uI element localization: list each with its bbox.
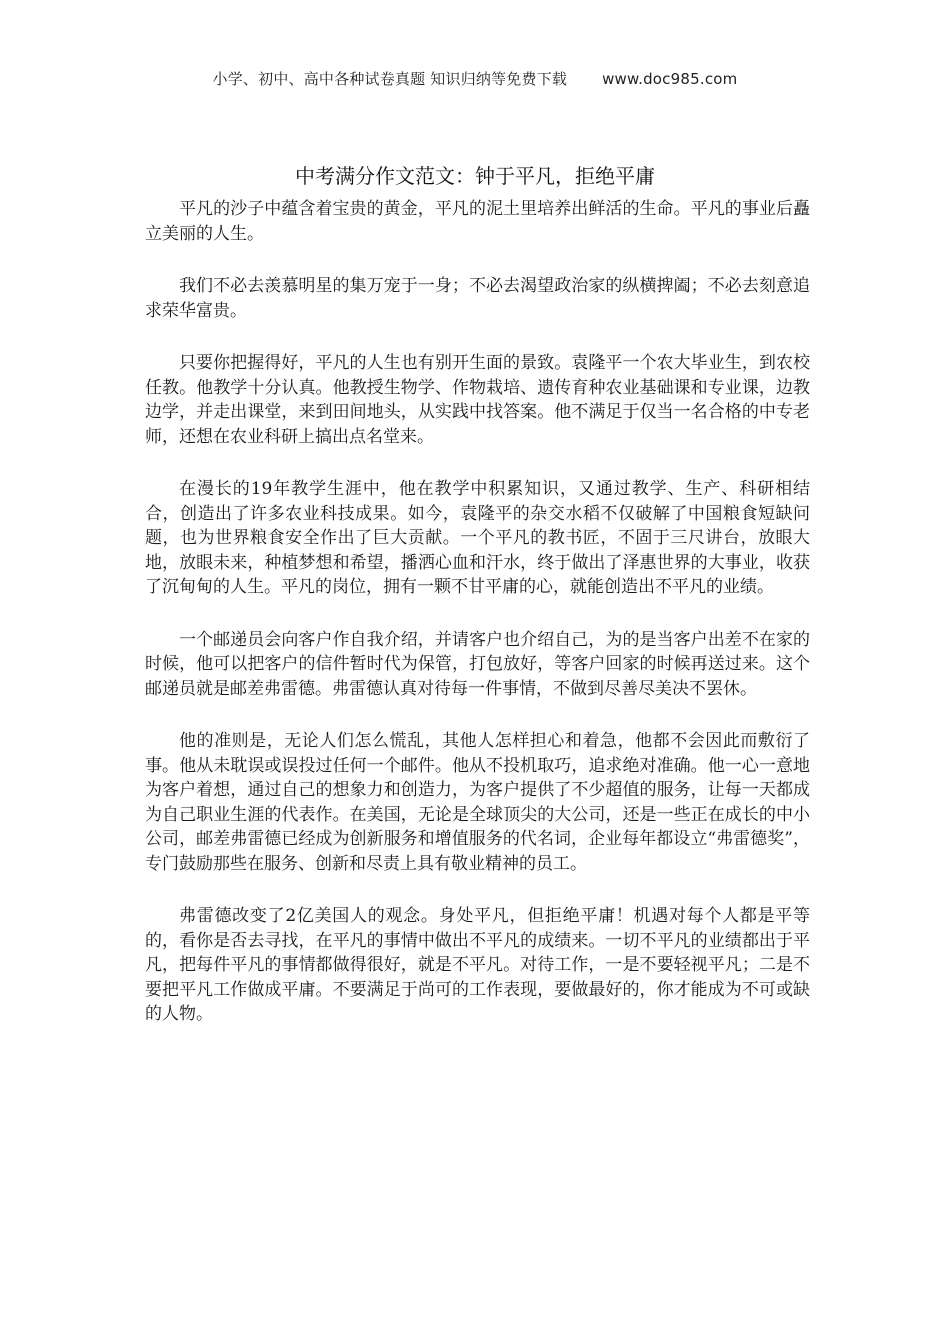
header-site-link[interactable]: www.doc985.com <box>602 70 738 88</box>
paragraph-2: 我们不必去羡慕明星的集万宠于一身；不必去渴望政治家的纵横捭阖；不必去刻意追求荣华富贵。 <box>145 276 810 321</box>
paragraph-7: 弗雷德改变了2亿美国人的观念。身处平凡，但拒绝平庸！机遇对每个人都是平等的，看你是否去寻找，在平凡的事情中做出不平凡的成绩来。一切不平凡的业绩都出于平凡，把每件平凡的事情都做得很好，就是不平凡。对待工作，一是不要轻视平凡；二是不要把平凡工作做成平庸。不要满足于尚可的工作表现，要做最好的，你才能成为不可或缺的人物。 <box>145 906 810 1024</box>
page-header <box>0 68 950 89</box>
paragraph-5: 一个邮递员会向客户作自我介绍，并请客户也介绍自己，为的是当客户出差不在家的时候，他可以把客户的信件暂时代为保管，打包放好，等客户回家的时候再送过来。这个邮递员就是邮差弗雷德。弗雷德认真对待每一件事情，不做到尽善尽美决不罢休。 <box>145 629 810 699</box>
paragraph-6: 他的准则是，无论人们怎么慌乱，其他人怎样担心和着急，他都不会因此而敷衍了事。他从未耽误或误投过任何一个邮件。他从不投机取巧，追求绝对准确。他一心一意地为客户着想，通过自己的想象力和创造力，为客户提供了不少超值的服务，让每一天都成为自己职业生涯的代表作。在美国，无论是全球顶尖的大公司，还是一些正在成长的中小公司，邮差弗雷德已经成为创新服务和增值服务的代名词，企业每年都设立“弗雷德奖”，专门鼓励那些在服务、创新和尽责上具有敬业精神的员工。 <box>145 731 810 874</box>
article-title: 中考满分作文范文：钟于平凡，拒绝平庸 <box>295 164 655 188</box>
header-text: 小学、初中、高中各种试卷真题 知识归纳等免费下载 <box>212 70 568 88</box>
article-body <box>145 197 810 1055</box>
paragraph-1: 平凡的沙子中蕴含着宝贵的黄金，平凡的泥土里培养出鲜活的生命。平凡的事业后矗立美丽的人生。 <box>145 199 810 244</box>
paragraph-4: 在漫长的19年教学生涯中，他在教学中积累知识，又通过教学、生产、科研相结合，创造出了许多农业科技成果。如今，袁隆平的杂交水稻不仅破解了中国粮食短缺问题，也为世界粮食安全作出了巨大贡献。一个平凡的教书匠，不固于三尺讲台，放眼大地，放眼未来，种植梦想和希望，播洒心血和汗水，终于做出了泽惠世界的大事业，收获了沉甸甸的人生。平凡的岗位，拥有一颗不甘平庸的心，就能创造出不平凡的业绩。 <box>145 479 810 597</box>
paragraph-3: 只要你把握得好，平凡的人生也有别开生面的景致。袁隆平一个农大毕业生，到农校任教。他教学十分认真。他教授生物学、作物栽培、遗传育种农业基础课和专业课，边教边学，并走出课堂，来到田间地头，从实践中找答案。他不满足于仅当一名合格的中专老师，还想在农业科研上搞出点名堂来。 <box>145 353 810 447</box>
